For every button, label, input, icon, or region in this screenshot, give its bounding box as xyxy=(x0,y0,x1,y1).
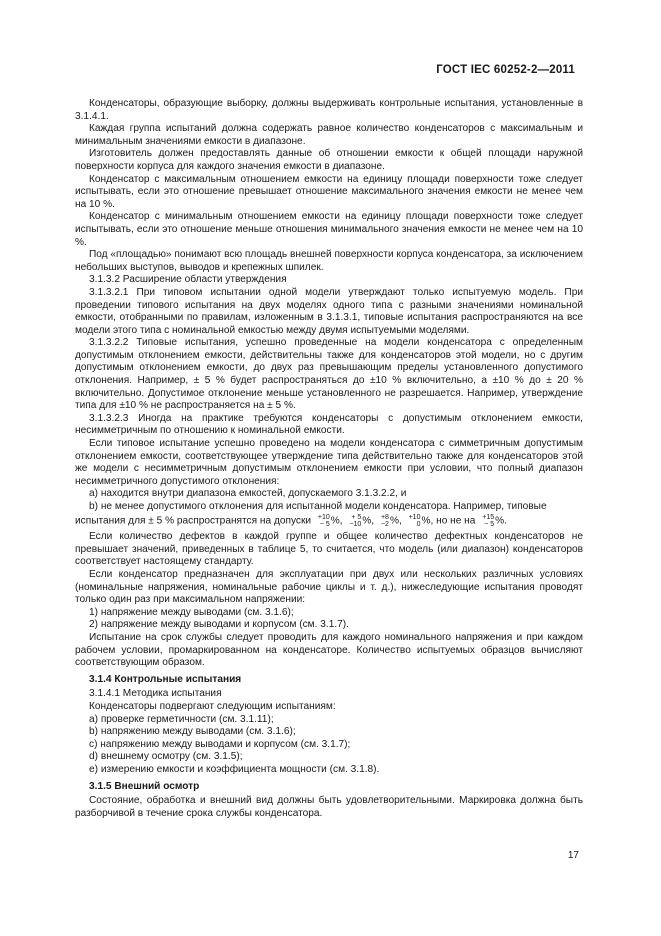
tolerance-lower: − 5 xyxy=(484,520,495,528)
paragraph: Испытание на срок службы следует проводить для каждого номинального напряжения и при каждом рабочем условии, промаркированном на конденсаторе. Количество испытуемых образцов вычисляют соответствующим образом. xyxy=(75,632,583,669)
document-header: ГОСТ IEC 60252-2—2011 xyxy=(436,64,575,76)
tolerance-upper: +8 xyxy=(380,513,389,521)
page-number: 17 xyxy=(567,850,579,861)
paragraph: Конденсаторы, образующие выборку, должны выдерживать контрольные испытания, установленные в 3.1.4.1. xyxy=(75,98,583,122)
paragraph: Конденсатор с максимальным отношением емкости на единицу площади поверхности тоже следует испытывать, если это отношение превышает отношение максимального значения емкости не менее чем на 10 %. xyxy=(75,173,583,210)
paragraph: Если типовое испытание успешно проведено на модели конденсатора с симметричным допустимым отклонением емкости, соответствующее утверждение типа действительно также для конденсаторов этой же модели с несимметричным допустимым отклонением емкости при условии, что полный диапазон несимметричного допустимого отклонения: xyxy=(75,438,583,487)
page-body xyxy=(75,98,583,820)
paragraph: 3.1.3.2.3 Иногда на практике требуются конденсаторы с допустимым отклонением емкости, несимметричным по отношению к номинальной емкости. xyxy=(75,412,583,437)
tolerance-suffix: %, xyxy=(389,515,402,527)
tolerance-stack xyxy=(409,514,421,528)
tolerance-stack xyxy=(318,514,330,528)
tolerance-lower: 0 xyxy=(416,520,421,528)
tolerance-suffix: %, xyxy=(330,515,343,527)
list-item-test: b) напряжению между выводами (см. 3.1.6); xyxy=(89,726,296,738)
paragraph: Конденсатор с минимальным отношением емкости на единицу площади поверхности тоже следует испытывать, если это отношение меньше отношения минимального значения емкости не менее чем на 10 %. xyxy=(75,211,583,248)
paragraph: Изготовитель должен предоставлять данные об отношении емкости к общей площади наружной поверхности корпуса для каждого значения емкости в диапазоне. xyxy=(75,148,583,172)
list-item-voltage: 1) напряжение между выводами (см. 3.1.6); xyxy=(89,606,294,618)
subsection-heading-3141: 3.1.4.1 Методика испытания xyxy=(89,688,222,700)
tolerance-upper: +15 xyxy=(482,513,495,521)
list-item-b: b) не менее допустимого отклонения для испытанной модели конденсатора. Например, типовые xyxy=(89,501,547,512)
tolerance-upper: +10 xyxy=(317,513,330,521)
list-item-voltage: 2) напряжение между выводами и корпусом (см. 3.1.7). xyxy=(89,619,349,631)
paragraph: Если конденсатор предназначен для эксплуатации при двух или нескольких различных условиях (номинальные напряжения, номинальные рабочие циклы и т. д.), нижеследующие испытания проводят только один раз при максимальном напряжении: xyxy=(75,569,583,606)
section-heading-314: 3.1.4 Контрольные испытания xyxy=(89,673,242,685)
tolerance-lower: −10 xyxy=(349,520,362,528)
tolerance-lower: − 5 xyxy=(319,520,330,528)
tolerance-stack xyxy=(349,514,361,528)
list-item-test: с) напряжению между выводами и корпусом (см. 3.1.7); xyxy=(89,738,351,750)
subsection-heading-3132: 3.1.3.2 Расширение области утверждения xyxy=(89,274,287,286)
list-item-a: а) находится внутри диапазона емкостей, допускаемого 3.1.3.2.2, и xyxy=(89,488,407,500)
paragraph: Каждая группа испытаний должна содержать равное количество конденсаторов с максимальным и минимальным значениями емкости в диапазоне. xyxy=(75,123,583,147)
tolerance-line xyxy=(75,514,583,529)
paragraph: Состояние, обработка и внешний вид должны быть удовлетворительными. Маркировка должна быть разборчивой в течение срока службы конденсатора. xyxy=(75,795,583,819)
tolerance-suffix: %. xyxy=(495,515,507,527)
tolerance-suffix: %, xyxy=(362,515,375,527)
tolerance-stack xyxy=(381,514,389,528)
tolerance-stack xyxy=(482,514,494,528)
list-item-test: е) измерению емкости и коэффициента мощности (см. 3.1.8). xyxy=(89,763,380,775)
paragraph: Если количество дефектов в каждой группе и общее количество дефектных конденсаторов не превышает значений, приведенных в таблице 5, то считается, что модель (или диапазон) конденсаторов соответствует настоящему стандарту. xyxy=(75,531,583,568)
section-heading-315: 3.1.5 Внешний осмотр xyxy=(89,780,200,792)
tolerance-upper: +10 xyxy=(408,513,421,521)
paragraph: Под «площадью» понимают всю площадь внешней поверхности корпуса конденсатора, за исключением небольших выступов, выводов и крепежных шпилек. xyxy=(75,249,583,273)
tolerance-lower: −2 xyxy=(380,520,389,528)
tolerance-suffix: %, но не на xyxy=(421,515,476,527)
tolerance-upper: + 5 xyxy=(351,513,362,521)
paragraph: Конденсаторы подвергают следующим испытаниям: xyxy=(89,700,336,712)
paragraph: 3.1.3.2.1 При типовом испытании одной модели утверждают только испытуемую модель. При проведении типового испытания на двух моделях одного типа с разными значениями номинальной емкости, отобранными по правилам, изложенным в 3.1.3.1, типовые испытания распространяются на все модели этого типа с номинальной емкостью между двумя испытуемыми моделями. xyxy=(75,286,583,336)
tolerance-intro: испытания для ± 5 % распространятся на допуски xyxy=(75,515,312,527)
list-item-test: а) проверке герметичности (см. 3.1.11); xyxy=(89,713,274,725)
list-item-test: d) внешнему осмотру (см. 3.1.5); xyxy=(89,751,243,763)
paragraph: 3.1.3.2.2 Типовые испытания, успешно проведенные на модели конденсатора с определенным допустимым отклонением емкости, действительны также для конденсаторов этой модели, но с другим допустимым отклонением емкости, до двух раз превышающим пределы установленного допустимого отклонения. Например, ± 5 % будет распространяться до ±10 % включительно, а ±10 % до ± 20 % включительно. Допустимое отклонение меньше установленного не разрешается. Например, утверждение типа для ±10 % не распространяется на ± 5 %. xyxy=(75,337,583,412)
